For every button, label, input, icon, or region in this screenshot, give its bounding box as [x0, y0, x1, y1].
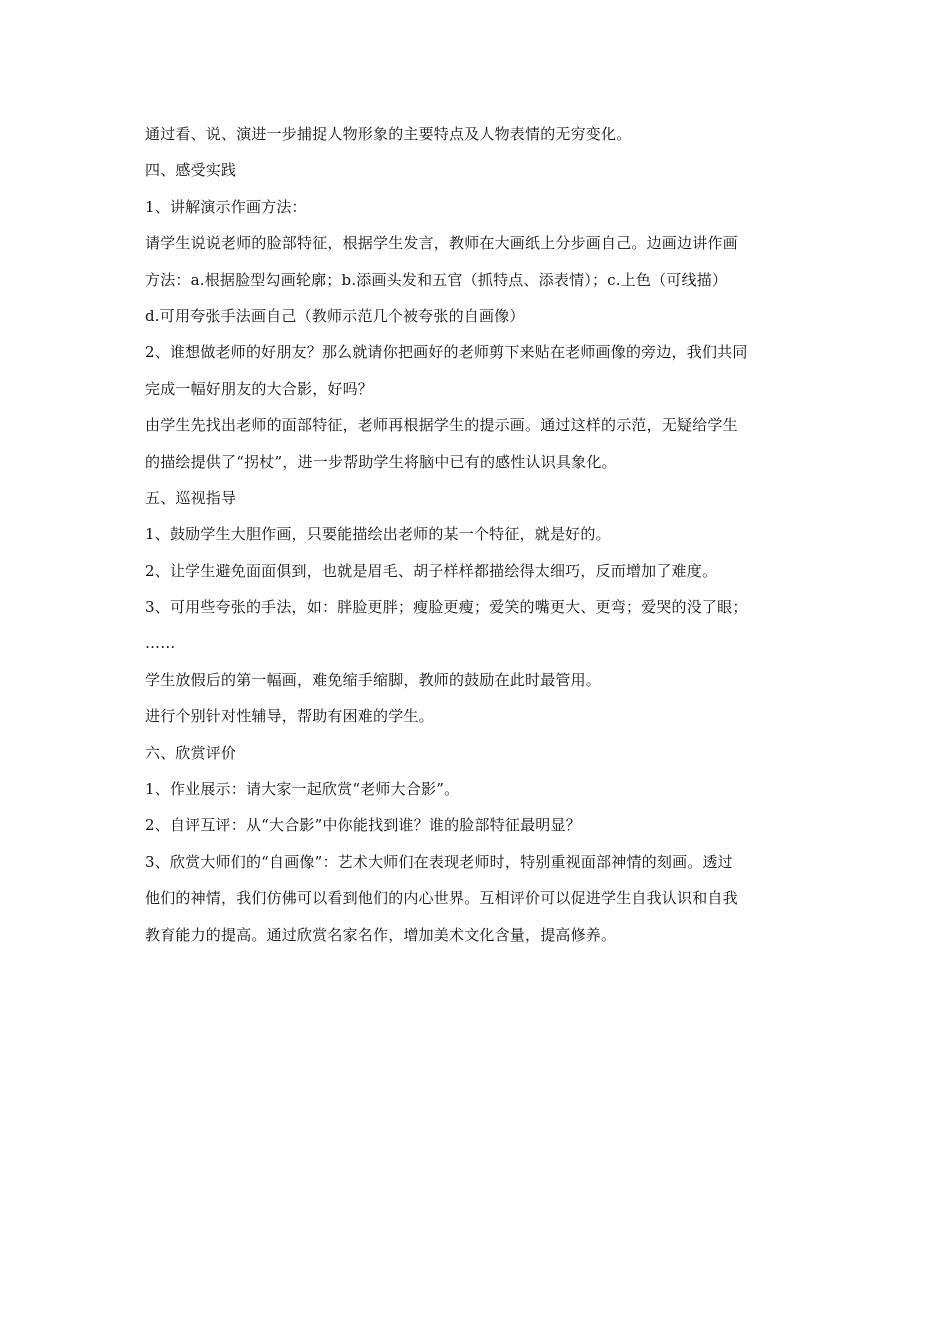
paragraph-line: 通过看、说、演进一步捕捉人物形象的主要特点及人物表情的无穷变化。: [145, 125, 632, 143]
paragraph-line: 他们的神情，我们仿佛可以看到他们的内心世界。互相评价可以促进学生自我认识和自我: [145, 889, 738, 908]
section-heading: 五、巡视指导: [145, 488, 237, 507]
paragraph-line: 学生放假后的第一幅画，难免缩手缩脚，教师的鼓励在此时最管用。: [145, 670, 602, 689]
section-heading: 四、感受实践: [145, 161, 237, 180]
paragraph-line: 完成一幅好朋友的大合影，好吗？: [145, 379, 374, 398]
paragraph-line: 2、自评互评：从“大合影”中你能找到谁？谁的脸部特征最明显？: [145, 816, 581, 835]
paragraph-line: 请学生说说老师的脸部特征，根据学生发言，教师在大画纸上分步画自己。边画边讲作画: [145, 234, 738, 253]
paragraph-line: 2、谁想做老师的好朋友？那么就请你把画好的老师剪下来贴在老师画像的旁边，我们共同: [145, 343, 748, 362]
paragraph-line: 教育能力的提高。通过欣赏名家名作，增加美术文化含量，提高修养。: [145, 925, 617, 944]
paragraph-line: d.可用夸张手法画自己（教师示范几个被夸张的自画像）: [145, 306, 525, 325]
paragraph-line: 3、欣赏大师们的“自画像”：艺术大师们在表现老师时，特别重视面部神情的刻画。透过: [145, 852, 733, 871]
ellipsis-line: ……: [145, 634, 176, 653]
paragraph-line: 的描绘提供了“拐杖”，进一步帮助学生将脑中已有的感性认识具象化。: [145, 452, 617, 471]
paragraph-line: 3、可用些夸张的手法，如：胖脸更胖；瘦脸更瘦；爱笑的嘴更大、更弯；爱哭的没了眼；: [145, 598, 748, 617]
paragraph-line: 2、让学生避免面面俱到，也就是眉毛、胡子样样都描绘得太细巧，反而增加了难度。: [145, 561, 718, 580]
paragraph-line: 方法：a.根据脸型勾画轮廓；b.添画头发和五官（抓特点、添表情）；c.上色（可线描）: [145, 270, 728, 289]
document-body: [145, 116, 810, 953]
paragraph-line: 1、作业展示：请大家一起欣赏“老师大合影”。: [145, 780, 460, 799]
paragraph-line: 1、鼓励学生大胆作画，只要能描绘出老师的某一个特征，就是好的。: [145, 525, 611, 544]
section-heading: 六、欣赏评价: [145, 743, 237, 762]
paragraph-line: 进行个别针对性辅导，帮助有困难的学生。: [145, 707, 434, 726]
paragraph-line: 1、讲解演示作画方法：: [145, 197, 307, 216]
paragraph-line: 由学生先找出老师的面部特征，老师再根据学生的提示画。通过这样的示范，无疑给学生: [145, 416, 738, 435]
